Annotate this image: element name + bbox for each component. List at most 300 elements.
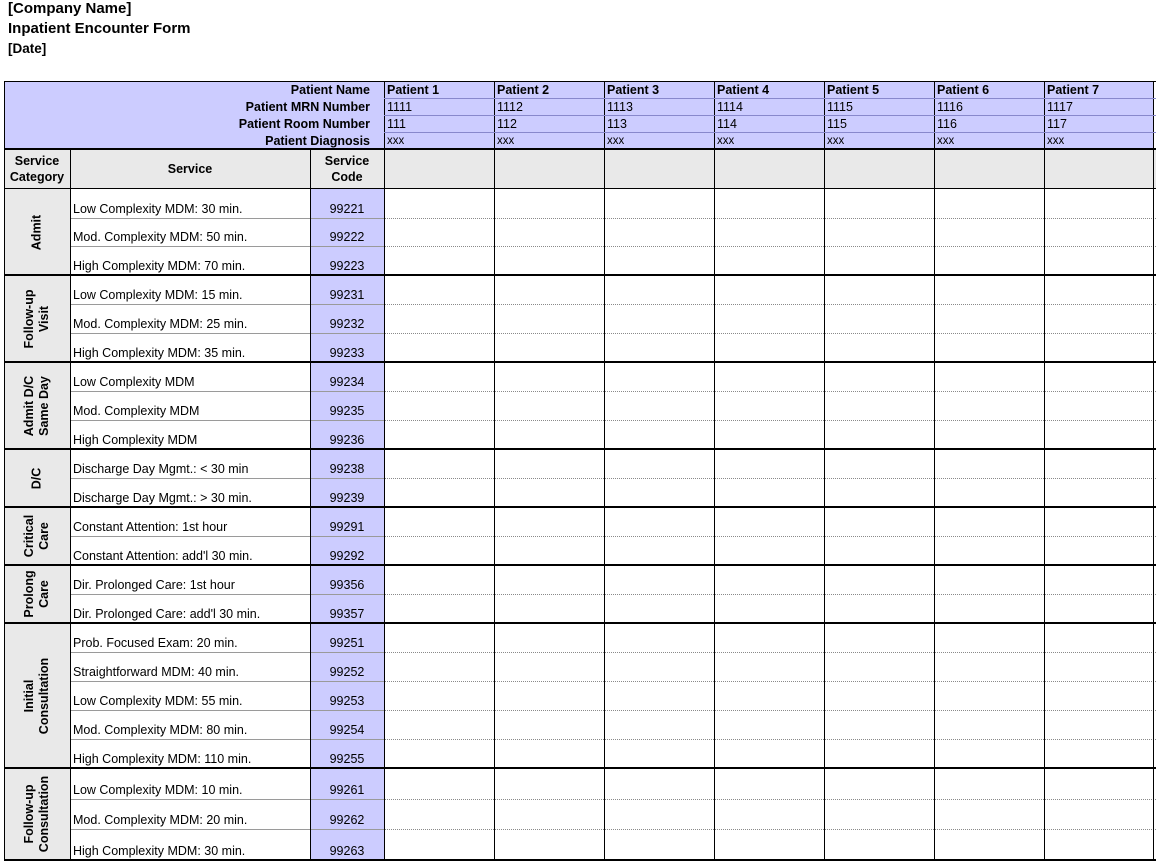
company-name: [Company Name] xyxy=(8,0,132,17)
patient-name-label: Patient Name xyxy=(290,83,370,97)
row-divider-dotted xyxy=(384,710,1156,711)
encounter-entry-cell[interactable] xyxy=(934,246,1044,275)
encounter-entry-cell[interactable] xyxy=(384,623,494,652)
service-code-cell: 99223 xyxy=(329,258,365,273)
patient-column-border xyxy=(824,81,825,859)
service-category-cell xyxy=(4,275,70,362)
encounter-entry-cell[interactable] xyxy=(384,768,494,799)
encounter-entry-cell[interactable] xyxy=(494,362,604,391)
patient-column-border xyxy=(1153,81,1154,859)
encounter-entry-cell[interactable] xyxy=(1044,449,1154,478)
service-code-cell: 99356 xyxy=(329,578,365,592)
patient-band-bottom-border xyxy=(4,148,1156,150)
service-code-cell: 99235 xyxy=(329,404,365,418)
encounter-entry-cell[interactable] xyxy=(604,507,714,536)
encounter-entry-cell[interactable] xyxy=(934,333,1044,362)
patient-name-cell[interactable]: Patient 7 xyxy=(1047,83,1100,97)
encounter-entry-cell[interactable] xyxy=(384,536,494,565)
patient-room-label: Patient Room Number xyxy=(238,117,370,131)
encounter-entry-cell[interactable] xyxy=(494,829,604,860)
patient-room-cell[interactable]: 112 xyxy=(497,117,517,131)
encounter-entry-cell[interactable] xyxy=(494,189,604,218)
encounter-entry-cell[interactable] xyxy=(714,536,824,565)
patient-diagnosis-cell[interactable]: xxx xyxy=(1047,135,1065,147)
row-divider xyxy=(70,710,384,711)
service-name-cell: High Complexity MDM xyxy=(73,433,198,447)
service-code-cell: 99254 xyxy=(329,723,365,737)
encounter-entry-cell[interactable] xyxy=(1044,829,1154,860)
patient-diagnosis-cell[interactable]: xxx xyxy=(607,135,625,147)
patient-diagnosis-cell[interactable]: xxx xyxy=(497,135,515,147)
encounter-entry-cell[interactable] xyxy=(384,420,494,449)
service-code-cell: 99357 xyxy=(329,607,365,621)
patient-name-cell[interactable]: Patient 1 xyxy=(387,83,440,97)
patient-room-cell[interactable]: 116 xyxy=(937,117,957,131)
encounter-entry-cell[interactable] xyxy=(494,768,604,799)
encounter-entry-cell[interactable] xyxy=(604,594,714,623)
service-name-cell: Mod. Complexity MDM: 80 min. xyxy=(73,723,248,737)
encounter-entry-cell[interactable] xyxy=(714,681,824,710)
encounter-entry-cell[interactable] xyxy=(824,681,934,710)
encounter-entry-cell[interactable] xyxy=(1044,799,1154,830)
encounter-entry-cell[interactable] xyxy=(714,507,824,536)
encounter-entry-cell[interactable] xyxy=(824,478,934,507)
patient-diagnosis-cell[interactable]: xxx xyxy=(937,135,955,147)
patient-column-border xyxy=(934,81,935,859)
patient-diagnosis-label: Patient Diagnosis xyxy=(265,134,370,148)
service-name-cell: Discharge Day Mgmt.: > 30 min. xyxy=(73,491,252,505)
patient-band-row-line xyxy=(384,115,1156,116)
service-category-label: Admit D/C Same Day xyxy=(22,375,51,436)
encounter-entry-cell[interactable] xyxy=(934,710,1044,739)
service-code-cell: 99222 xyxy=(329,230,365,245)
patient-room-cell[interactable]: 117 xyxy=(1047,117,1067,131)
service-code-cell: 99291 xyxy=(329,520,365,534)
patient-room-cell[interactable]: 113 xyxy=(607,117,627,131)
encounter-entry-cell[interactable] xyxy=(494,799,604,830)
encounter-entry-cell[interactable] xyxy=(1044,652,1154,681)
encounter-entry-cell[interactable] xyxy=(494,333,604,362)
encounter-entry-cell[interactable] xyxy=(494,507,604,536)
encounter-entry-cell[interactable] xyxy=(1044,681,1154,710)
encounter-entry-cell[interactable] xyxy=(934,362,1044,391)
encounter-entry-cell[interactable] xyxy=(714,829,824,860)
row-divider-dotted xyxy=(384,829,1156,830)
encounter-entry-cell[interactable] xyxy=(714,362,824,391)
service-category-header: Service Category xyxy=(9,154,65,184)
encounter-entry-cell[interactable] xyxy=(824,799,934,830)
row-divider xyxy=(70,420,384,421)
service-code-cell: 99236 xyxy=(329,433,365,447)
encounter-entry-cell[interactable] xyxy=(714,275,824,304)
service-name-cell: High Complexity MDM: 70 min. xyxy=(73,258,246,273)
encounter-entry-cell[interactable] xyxy=(494,246,604,275)
service-code-cell: 99221 xyxy=(329,201,365,216)
patient-room-cell[interactable]: 114 xyxy=(717,117,737,131)
encounter-entry-cell[interactable] xyxy=(604,536,714,565)
encounter-entry-cell[interactable] xyxy=(934,275,1044,304)
service-name-cell: Low Complexity MDM xyxy=(73,375,195,389)
encounter-entry-cell[interactable] xyxy=(604,768,714,799)
service-code-header: Service Code xyxy=(324,154,370,184)
encounter-entry-cell[interactable] xyxy=(1044,420,1154,449)
encounter-entry-cell[interactable] xyxy=(714,189,824,218)
encounter-entry-cell[interactable] xyxy=(824,623,934,652)
encounter-entry-cell[interactable] xyxy=(494,565,604,594)
encounter-entry-cell[interactable] xyxy=(604,478,714,507)
form-title: Inpatient Encounter Form xyxy=(8,20,191,37)
encounter-entry-cell[interactable] xyxy=(604,565,714,594)
service-category-label: Initial Consultation xyxy=(22,657,51,734)
encounter-entry-cell[interactable] xyxy=(604,333,714,362)
row-divider-dotted xyxy=(384,333,1156,334)
patient-diagnosis-cell[interactable]: xxx xyxy=(387,135,405,147)
encounter-entry-cell[interactable] xyxy=(494,304,604,333)
encounter-entry-cell[interactable] xyxy=(824,246,934,275)
encounter-entry-cell[interactable] xyxy=(1044,304,1154,333)
encounter-entry-cell[interactable] xyxy=(934,304,1044,333)
encounter-entry-cell[interactable] xyxy=(824,304,934,333)
encounter-entry-cell[interactable] xyxy=(494,536,604,565)
encounter-entry-cell[interactable] xyxy=(384,478,494,507)
encounter-entry-cell[interactable] xyxy=(934,218,1044,247)
encounter-entry-cell[interactable] xyxy=(604,681,714,710)
patient-mrn-cell[interactable]: 1116 xyxy=(937,100,963,114)
service-category-cell xyxy=(4,449,70,507)
encounter-entry-cell[interactable] xyxy=(604,275,714,304)
service-code-cell: 99239 xyxy=(329,491,365,505)
encounter-entry-cell[interactable] xyxy=(1044,536,1154,565)
encounter-entry-cell[interactable] xyxy=(1044,391,1154,420)
encounter-entry-cell[interactable] xyxy=(1044,565,1154,594)
patient-band-row-line xyxy=(384,132,1156,133)
service-category-label: Prolong Care xyxy=(22,570,51,618)
encounter-entry-cell[interactable] xyxy=(714,304,824,333)
encounter-entry-cell[interactable] xyxy=(494,681,604,710)
patient-mrn-cell[interactable]: 1117 xyxy=(1047,100,1073,114)
encounter-entry-cell[interactable] xyxy=(934,507,1044,536)
encounter-entry-cell[interactable] xyxy=(1044,218,1154,247)
encounter-entry-cell[interactable] xyxy=(384,710,494,739)
patient-column-border xyxy=(494,81,495,859)
patient-mrn-cell[interactable]: 1114 xyxy=(717,100,743,114)
encounter-entry-cell[interactable] xyxy=(384,739,494,768)
header-row-bottom-border xyxy=(4,188,1156,189)
encounter-entry-cell[interactable] xyxy=(384,829,494,860)
row-divider xyxy=(70,391,384,392)
service-header: Service xyxy=(167,162,213,176)
encounter-entry-cell[interactable] xyxy=(1044,189,1154,218)
patient-name-cell[interactable]: Patient 4 xyxy=(717,83,770,97)
encounter-entry-cell[interactable] xyxy=(824,739,934,768)
encounter-entry-cell[interactable] xyxy=(824,652,934,681)
encounter-entry-cell[interactable] xyxy=(604,304,714,333)
row-divider xyxy=(70,218,384,219)
patient-mrn-cell[interactable]: 1112 xyxy=(497,100,523,114)
encounter-entry-cell[interactable] xyxy=(384,304,494,333)
service-code-cell: 99263 xyxy=(329,843,365,858)
patient-mrn-cell[interactable]: 1113 xyxy=(607,100,633,114)
encounter-entry-cell[interactable] xyxy=(494,420,604,449)
row-divider-dotted xyxy=(384,799,1156,800)
service-name-cell: Low Complexity MDM: 15 min. xyxy=(73,288,243,302)
service-code-cell: 99261 xyxy=(329,782,365,797)
encounter-entry-cell[interactable] xyxy=(714,478,824,507)
encounter-entry-cell[interactable] xyxy=(604,449,714,478)
encounter-entry-cell[interactable] xyxy=(1044,507,1154,536)
encounter-entry-cell[interactable] xyxy=(714,739,824,768)
encounter-entry-cell[interactable] xyxy=(934,652,1044,681)
service-name-cell: Mod. Complexity MDM: 50 min. xyxy=(73,230,248,245)
service-name-cell: Mod. Complexity MDM: 20 min. xyxy=(73,813,248,828)
encounter-entry-cell[interactable] xyxy=(384,275,494,304)
encounter-entry-cell[interactable] xyxy=(494,710,604,739)
encounter-entry-cell[interactable] xyxy=(934,594,1044,623)
service-code-cell: 99233 xyxy=(329,346,365,360)
encounter-entry-cell[interactable] xyxy=(604,420,714,449)
service-category-cell xyxy=(4,189,70,275)
encounter-entry-cell[interactable] xyxy=(824,594,934,623)
encounter-entry-cell[interactable] xyxy=(1044,246,1154,275)
encounter-entry-cell[interactable] xyxy=(604,218,714,247)
encounter-entry-cell[interactable] xyxy=(934,536,1044,565)
encounter-entry-cell[interactable] xyxy=(384,391,494,420)
patient-mrn-cell[interactable]: 1115 xyxy=(827,100,853,114)
service-name-cell: Low Complexity MDM: 55 min. xyxy=(73,694,243,708)
encounter-entry-cell[interactable] xyxy=(494,275,604,304)
patient-mrn-cell[interactable]: 1111 xyxy=(387,100,413,114)
encounter-entry-cell[interactable] xyxy=(494,594,604,623)
service-name-cell: Dir. Prolonged Care: 1st hour xyxy=(73,578,235,592)
encounter-entry-cell[interactable] xyxy=(824,536,934,565)
service-name-cell: High Complexity MDM: 110 min. xyxy=(73,752,252,766)
row-divider xyxy=(70,594,384,595)
service-category-cell xyxy=(4,768,70,860)
encounter-entry-cell[interactable] xyxy=(934,768,1044,799)
patient-column-border xyxy=(1044,81,1045,859)
service-code-cell: 99292 xyxy=(329,549,365,563)
service-category-cell xyxy=(4,507,70,565)
encounter-entry-cell[interactable] xyxy=(934,420,1044,449)
service-name-cell: Low Complexity MDM: 30 min. xyxy=(73,201,243,216)
encounter-entry-cell[interactable] xyxy=(714,218,824,247)
encounter-entry-cell[interactable] xyxy=(384,681,494,710)
encounter-entry-cell[interactable] xyxy=(494,652,604,681)
encounter-entry-cell[interactable] xyxy=(714,594,824,623)
service-code-cell: 99234 xyxy=(329,375,365,389)
service-category-label: Critical Care xyxy=(22,514,51,558)
patient-mrn-label: Patient MRN Number xyxy=(245,100,370,114)
service-category-label: Admit xyxy=(29,214,44,250)
encounter-entry-cell[interactable] xyxy=(714,710,824,739)
encounter-entry-cell[interactable] xyxy=(824,565,934,594)
service-code-cell: 99238 xyxy=(329,462,365,476)
encounter-entry-cell[interactable] xyxy=(384,218,494,247)
patient-name-cell[interactable]: Patient 3 xyxy=(607,83,660,97)
encounter-entry-cell[interactable] xyxy=(604,391,714,420)
encounter-entry-cell[interactable] xyxy=(1044,623,1154,652)
row-divider xyxy=(70,652,384,653)
service-code-cell: 99252 xyxy=(329,665,365,679)
encounter-entry-cell[interactable] xyxy=(384,565,494,594)
encounter-entry-cell[interactable] xyxy=(824,362,934,391)
encounter-entry-cell[interactable] xyxy=(824,189,934,218)
service-code-cell: 99231 xyxy=(329,288,365,302)
encounter-entry-cell[interactable] xyxy=(604,739,714,768)
patient-name-cell[interactable]: Patient 2 xyxy=(497,83,550,97)
encounter-entry-cell[interactable] xyxy=(934,829,1044,860)
encounter-entry-cell[interactable] xyxy=(1044,739,1154,768)
row-divider-dotted xyxy=(384,652,1156,653)
patient-column-border xyxy=(604,81,605,859)
encounter-entry-cell[interactable] xyxy=(714,799,824,830)
service-name-cell: Discharge Day Mgmt.: < 30 min xyxy=(73,462,249,476)
encounter-entry-cell[interactable] xyxy=(824,710,934,739)
row-divider-dotted xyxy=(384,536,1156,537)
encounter-entry-cell[interactable] xyxy=(934,565,1044,594)
encounter-entry-cell[interactable] xyxy=(824,449,934,478)
encounter-entry-cell[interactable] xyxy=(934,799,1044,830)
service-category-cell xyxy=(4,623,70,768)
service-name-cell: Low Complexity MDM: 10 min. xyxy=(73,782,243,797)
row-divider-dotted xyxy=(384,218,1156,219)
encounter-entry-cell[interactable] xyxy=(494,391,604,420)
encounter-entry-cell[interactable] xyxy=(824,333,934,362)
service-category-label: D/C xyxy=(29,467,44,489)
patient-room-cell[interactable]: 115 xyxy=(827,117,847,131)
service-name-cell: Dir. Prolonged Care: add'l 30 min. xyxy=(73,607,261,621)
encounter-entry-cell[interactable] xyxy=(824,768,934,799)
encounter-entry-cell[interactable] xyxy=(714,333,824,362)
encounter-entry-cell[interactable] xyxy=(1044,275,1154,304)
service-name-cell: Straightforward MDM: 40 min. xyxy=(73,665,240,679)
encounter-entry-cell[interactable] xyxy=(1044,478,1154,507)
encounter-entry-cell[interactable] xyxy=(714,623,824,652)
row-divider xyxy=(70,333,384,334)
patient-diagnosis-cell[interactable]: xxx xyxy=(827,135,845,147)
patient-band-row-line xyxy=(384,98,1156,99)
encounter-entry-cell[interactable] xyxy=(934,189,1044,218)
row-divider xyxy=(70,478,384,479)
service-code-cell: 99232 xyxy=(329,317,365,331)
encounter-entry-cell[interactable] xyxy=(1044,768,1154,799)
service-code-cell: 99262 xyxy=(329,813,365,828)
encounter-entry-cell[interactable] xyxy=(824,275,934,304)
encounter-entry-cell[interactable] xyxy=(934,478,1044,507)
encounter-entry-cell[interactable] xyxy=(384,507,494,536)
service-code-cell: 99253 xyxy=(329,694,365,708)
encounter-entry-cell[interactable] xyxy=(824,391,934,420)
encounter-entry-cell[interactable] xyxy=(494,478,604,507)
encounter-entry-cell[interactable] xyxy=(384,189,494,218)
encounter-entry-cell[interactable] xyxy=(824,218,934,247)
encounter-entry-cell[interactable] xyxy=(1044,333,1154,362)
encounter-entry-cell[interactable] xyxy=(934,681,1044,710)
encounter-entry-cell[interactable] xyxy=(494,218,604,247)
patient-name-cell[interactable]: Patient 5 xyxy=(827,83,880,97)
encounter-entry-cell[interactable] xyxy=(824,829,934,860)
encounter-entry-cell[interactable] xyxy=(494,739,604,768)
encounter-entry-cell[interactable] xyxy=(384,333,494,362)
encounter-entry-cell[interactable] xyxy=(714,565,824,594)
row-divider-dotted xyxy=(384,246,1156,247)
encounter-entry-cell[interactable] xyxy=(934,391,1044,420)
service-category-cell xyxy=(4,362,70,449)
encounter-entry-cell[interactable] xyxy=(714,420,824,449)
encounter-entry-cell[interactable] xyxy=(604,829,714,860)
encounter-entry-cell[interactable] xyxy=(714,652,824,681)
encounter-entry-cell[interactable] xyxy=(934,623,1044,652)
patient-name-cell[interactable]: Patient 6 xyxy=(937,83,990,97)
code-column-border xyxy=(384,81,385,859)
encounter-entry-cell[interactable] xyxy=(604,189,714,218)
left-border xyxy=(4,81,5,859)
row-divider xyxy=(70,799,384,800)
encounter-entry-cell[interactable] xyxy=(934,449,1044,478)
patient-room-cell[interactable]: 111 xyxy=(387,117,407,131)
row-divider-dotted xyxy=(384,478,1156,479)
row-divider-dotted xyxy=(384,594,1156,595)
encounter-entry-cell[interactable] xyxy=(604,799,714,830)
category-column-border xyxy=(70,149,71,859)
row-divider-dotted xyxy=(384,681,1156,682)
service-category-label: Follow-up Consultation xyxy=(22,775,52,853)
service-name-cell: Mod. Complexity MDM xyxy=(73,404,200,418)
encounter-entry-cell[interactable] xyxy=(714,246,824,275)
form-date: [Date] xyxy=(8,41,47,56)
row-divider-dotted xyxy=(384,739,1156,740)
encounter-entry-cell[interactable] xyxy=(824,420,934,449)
row-divider xyxy=(70,739,384,740)
encounter-entry-cell[interactable] xyxy=(384,594,494,623)
encounter-entry-cell[interactable] xyxy=(384,799,494,830)
encounter-entry-cell[interactable] xyxy=(1044,362,1154,391)
row-divider xyxy=(70,536,384,537)
patient-diagnosis-cell[interactable]: xxx xyxy=(717,135,735,147)
service-name-cell: Constant Attention: add'l 30 min. xyxy=(73,549,253,563)
encounter-entry-cell[interactable] xyxy=(604,362,714,391)
row-divider xyxy=(70,681,384,682)
encounter-entry-cell[interactable] xyxy=(714,391,824,420)
row-divider-dotted xyxy=(384,420,1156,421)
encounter-entry-cell[interactable] xyxy=(604,246,714,275)
encounter-entry-cell[interactable] xyxy=(714,449,824,478)
encounter-entry-cell[interactable] xyxy=(384,652,494,681)
service-name-cell: Mod. Complexity MDM: 25 min. xyxy=(73,317,248,331)
row-divider-dotted xyxy=(384,391,1156,392)
encounter-entry-cell[interactable] xyxy=(494,623,604,652)
patient-column-border xyxy=(714,81,715,859)
service-category-cell xyxy=(4,565,70,623)
encounter-entry-cell[interactable] xyxy=(1044,710,1154,739)
service-name-cell: High Complexity MDM: 35 min. xyxy=(73,346,246,360)
encounter-entry-cell[interactable] xyxy=(384,362,494,391)
encounter-entry-cell[interactable] xyxy=(824,507,934,536)
encounter-entry-cell[interactable] xyxy=(604,710,714,739)
row-divider xyxy=(70,246,384,247)
encounter-entry-cell[interactable] xyxy=(494,449,604,478)
encounter-entry-cell[interactable] xyxy=(384,246,494,275)
encounter-entry-cell[interactable] xyxy=(714,768,824,799)
encounter-entry-cell[interactable] xyxy=(384,449,494,478)
row-divider xyxy=(70,304,384,305)
service-code-cell: 99255 xyxy=(329,752,365,766)
encounter-entry-cell[interactable] xyxy=(604,623,714,652)
encounter-entry-cell[interactable] xyxy=(934,739,1044,768)
encounter-entry-cell[interactable] xyxy=(1044,594,1154,623)
encounter-entry-cell[interactable] xyxy=(604,652,714,681)
encounter-grid xyxy=(4,81,1156,859)
